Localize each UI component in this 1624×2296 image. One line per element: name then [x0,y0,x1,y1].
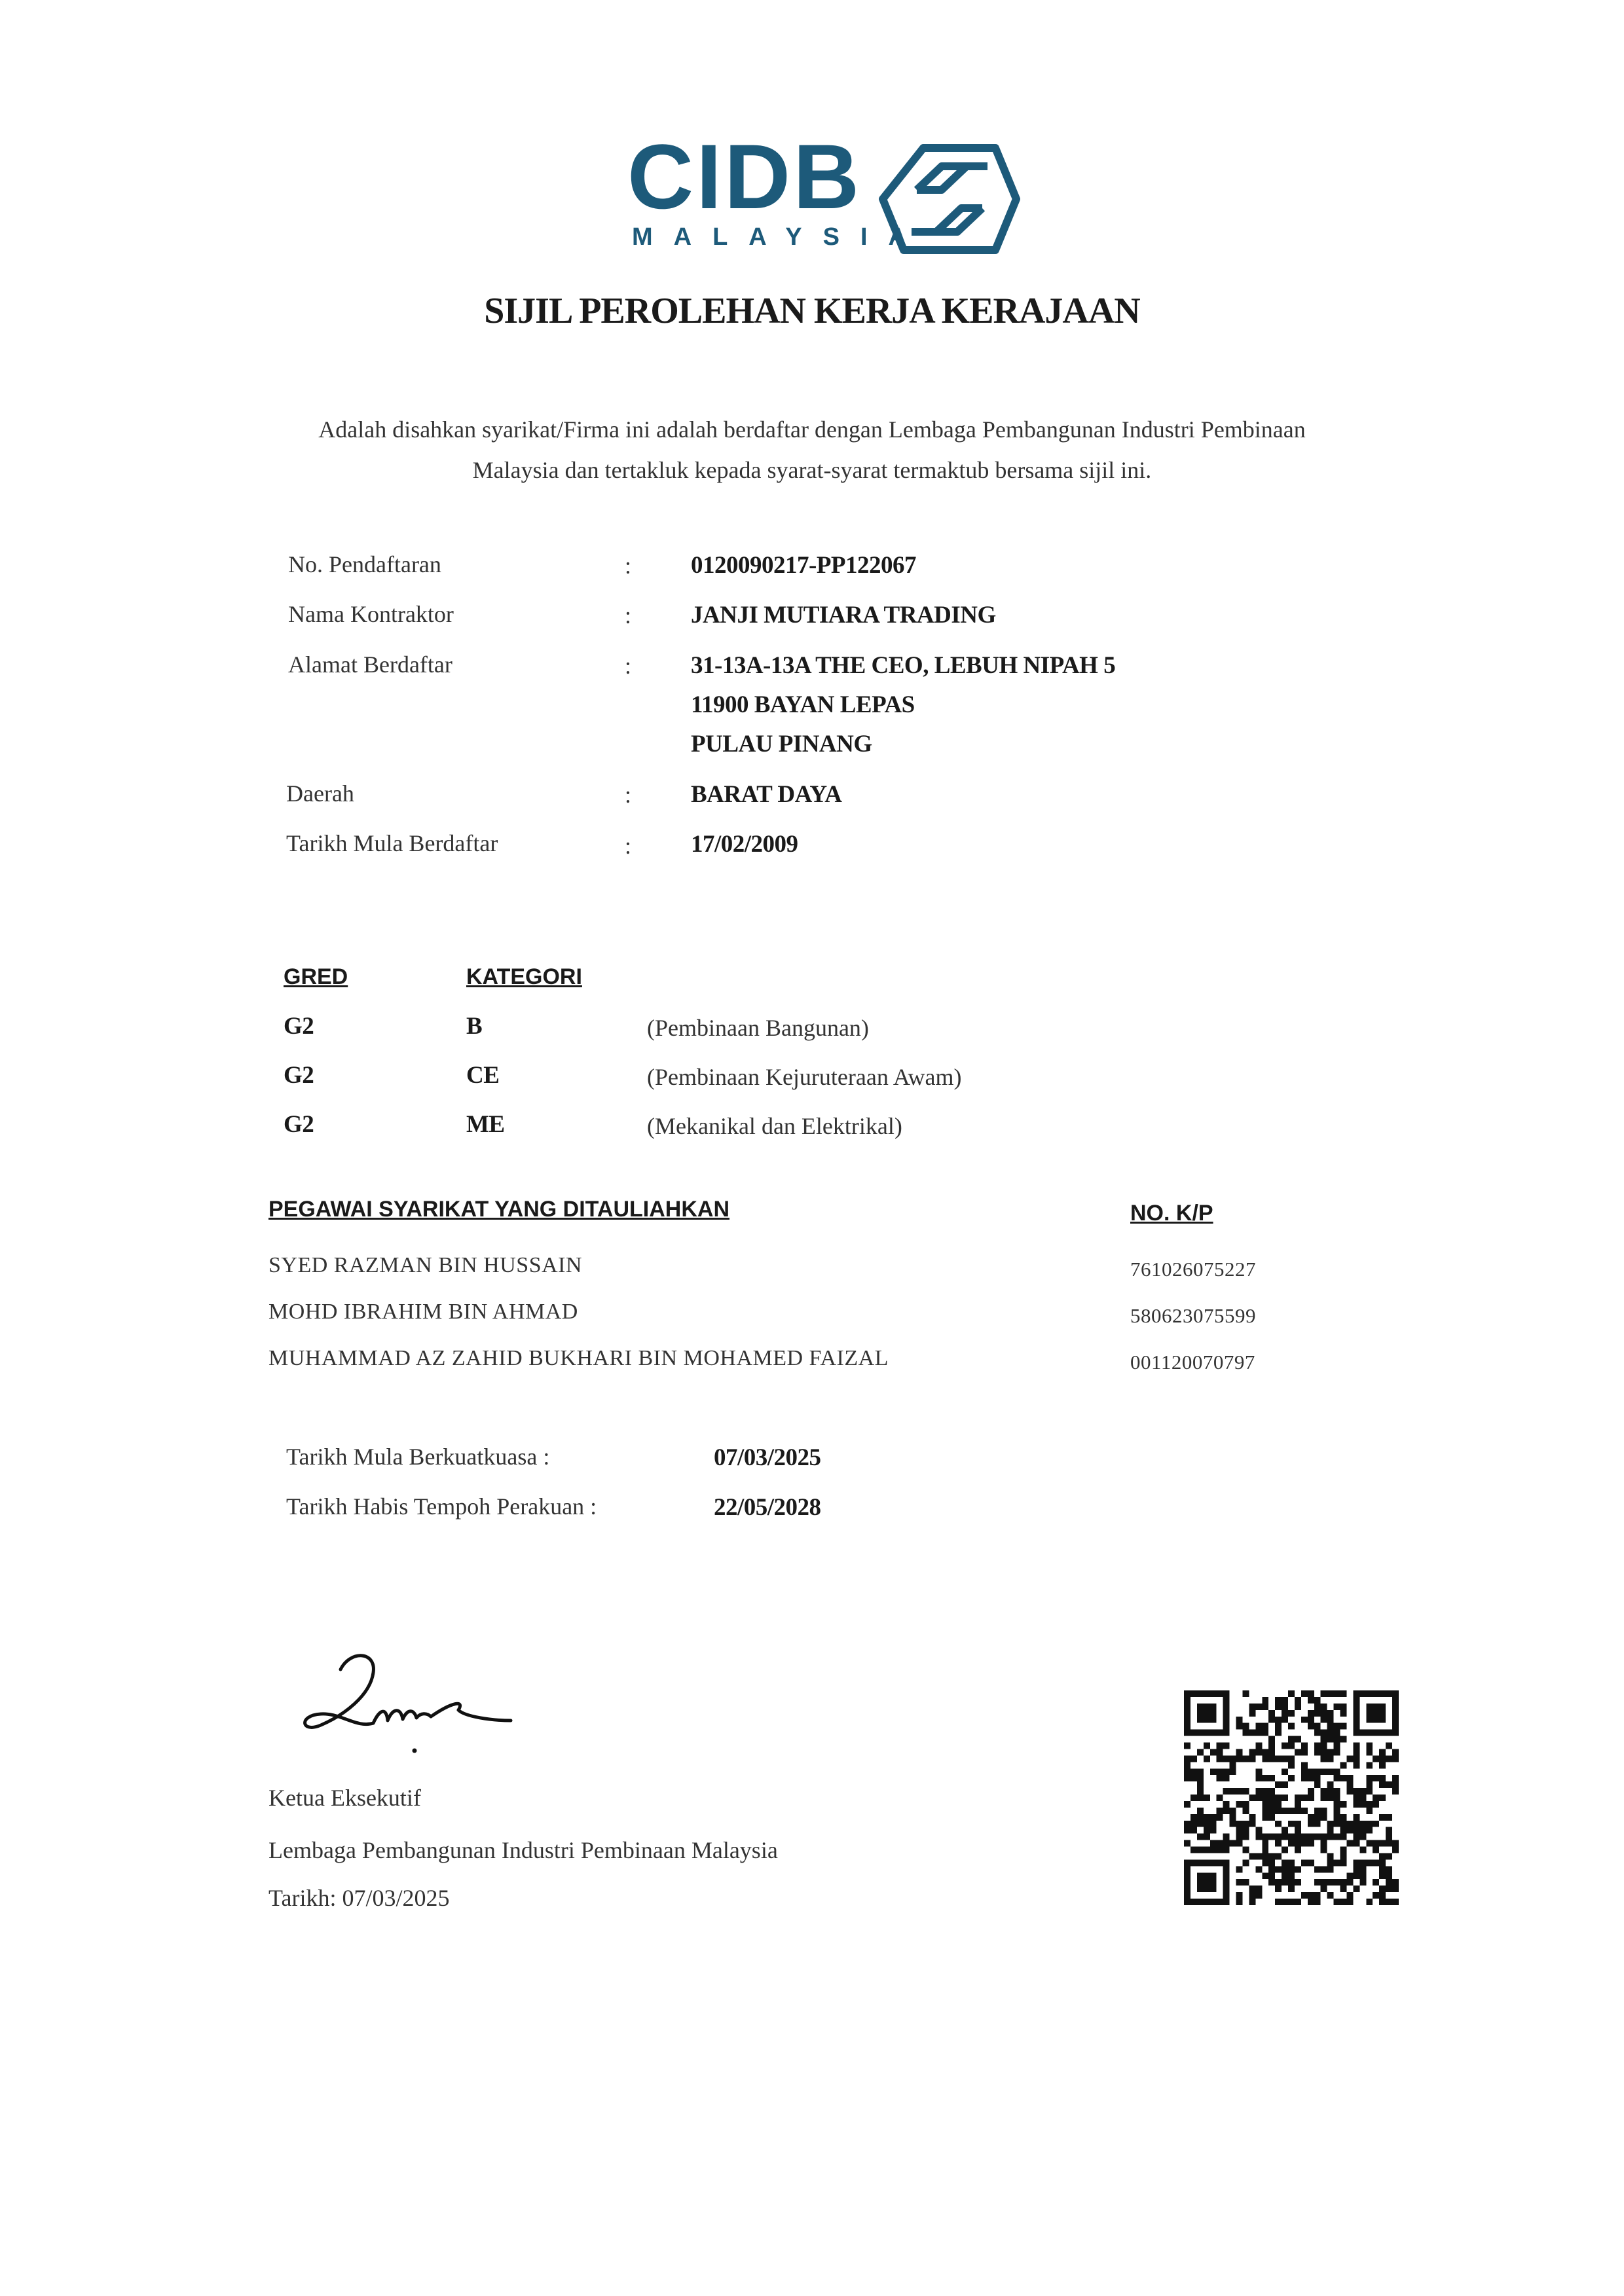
logo-subtitle: MALAYSIA [632,223,927,251]
effective-date-label: Tarikh Mula Berkuatkuasa : [286,1444,550,1470]
officer-3-name: MUHAMMAD AZ ZAHID BUKHARI BIN MOHAMED FAIZAL [268,1346,889,1370]
category-header: KATEGORI [466,964,582,989]
officer-1-name: SYED RAZMAN BIN HUSSAIN [268,1253,583,1277]
grade-row-3-grade: G2 [284,1111,314,1138]
registration-no-label: No. Pendaftaran [288,551,441,577]
colon: : [625,833,632,859]
colon: : [625,602,632,629]
grade-row-3-desc: (Mekanikal dan Elektrikal) [647,1113,902,1139]
officer-3-id: 001120070797 [1130,1351,1255,1374]
ic-number-header: NO. K/P [1130,1201,1213,1226]
grade-row-1-grade: G2 [284,1013,314,1040]
grade-row-1-desc: (Pembinaan Bangunan) [647,1015,869,1041]
officer-1-id: 761026075227 [1130,1258,1256,1281]
district-label: Daerah [286,780,354,807]
expiry-date-label: Tarikh Habis Tempoh Perakuan : [286,1493,597,1520]
qr-code-icon [1184,1690,1399,1905]
registration-start-value: 17/02/2009 [691,831,798,858]
intro-line-1: Adalah disahkan syarikat/Firma ini adalah berdaftar dengan Lembaga Pembangunan Industri Pembinaan [318,416,1306,443]
handwritten-signature-icon [295,1637,524,1768]
address-line-1: 31-13A-13A THE CEO, LEBUH NIPAH 5 [691,652,1116,679]
grade-header: GRED [284,964,348,989]
colon: : [625,653,632,679]
grade-row-1-code: B [466,1013,483,1040]
signatory-organisation: Lembaga Pembangunan Industri Pembinaan Malaysia [268,1837,778,1863]
officer-2-id: 580623075599 [1130,1304,1256,1327]
logo-text: CIDB [627,125,862,228]
intro-paragraph [255,409,1369,490]
grade-row-3-code: ME [466,1111,505,1138]
cidb-chevron-mark-icon [877,143,1022,255]
officer-2-name: MOHD IBRAHIM BIN AHMAD [268,1300,578,1324]
address-line-2: 11900 BAYAN LEPAS [691,691,915,718]
district-value: BARAT DAYA [691,781,842,808]
contractor-name-label: Nama Kontraktor [288,601,454,627]
colon: : [625,553,632,579]
grade-row-2-grade: G2 [284,1062,314,1089]
colon: : [625,782,632,808]
certificate-title: SIJIL PEROLEHAN KERJA KERAJAAN [484,291,1140,331]
contractor-name-value: JANJI MUTIARA TRADING [691,602,996,629]
address-label: Alamat Berdaftar [288,651,452,678]
officers-header: PEGAWAI SYARIKAT YANG DITAULIAHKAN [268,1197,730,1222]
intro-line-2: Malaysia dan tertakluk kepada syarat-syarat termaktub bersama sijil ini. [472,457,1152,483]
address-line-3: PULAU PINANG [691,731,872,757]
registration-start-label: Tarikh Mula Berdaftar [286,830,498,856]
effective-date-value: 07/03/2025 [714,1444,821,1471]
expiry-date-value: 22/05/2028 [714,1494,821,1521]
grade-row-2-code: CE [466,1062,500,1089]
signatory-title: Ketua Eksekutif [268,1785,421,1811]
registration-no-value: 0120090217-PP122067 [691,552,917,579]
signatory-date: Tarikh: 07/03/2025 [268,1885,450,1911]
grade-row-2-desc: (Pembinaan Kejuruteraan Awam) [647,1064,962,1090]
